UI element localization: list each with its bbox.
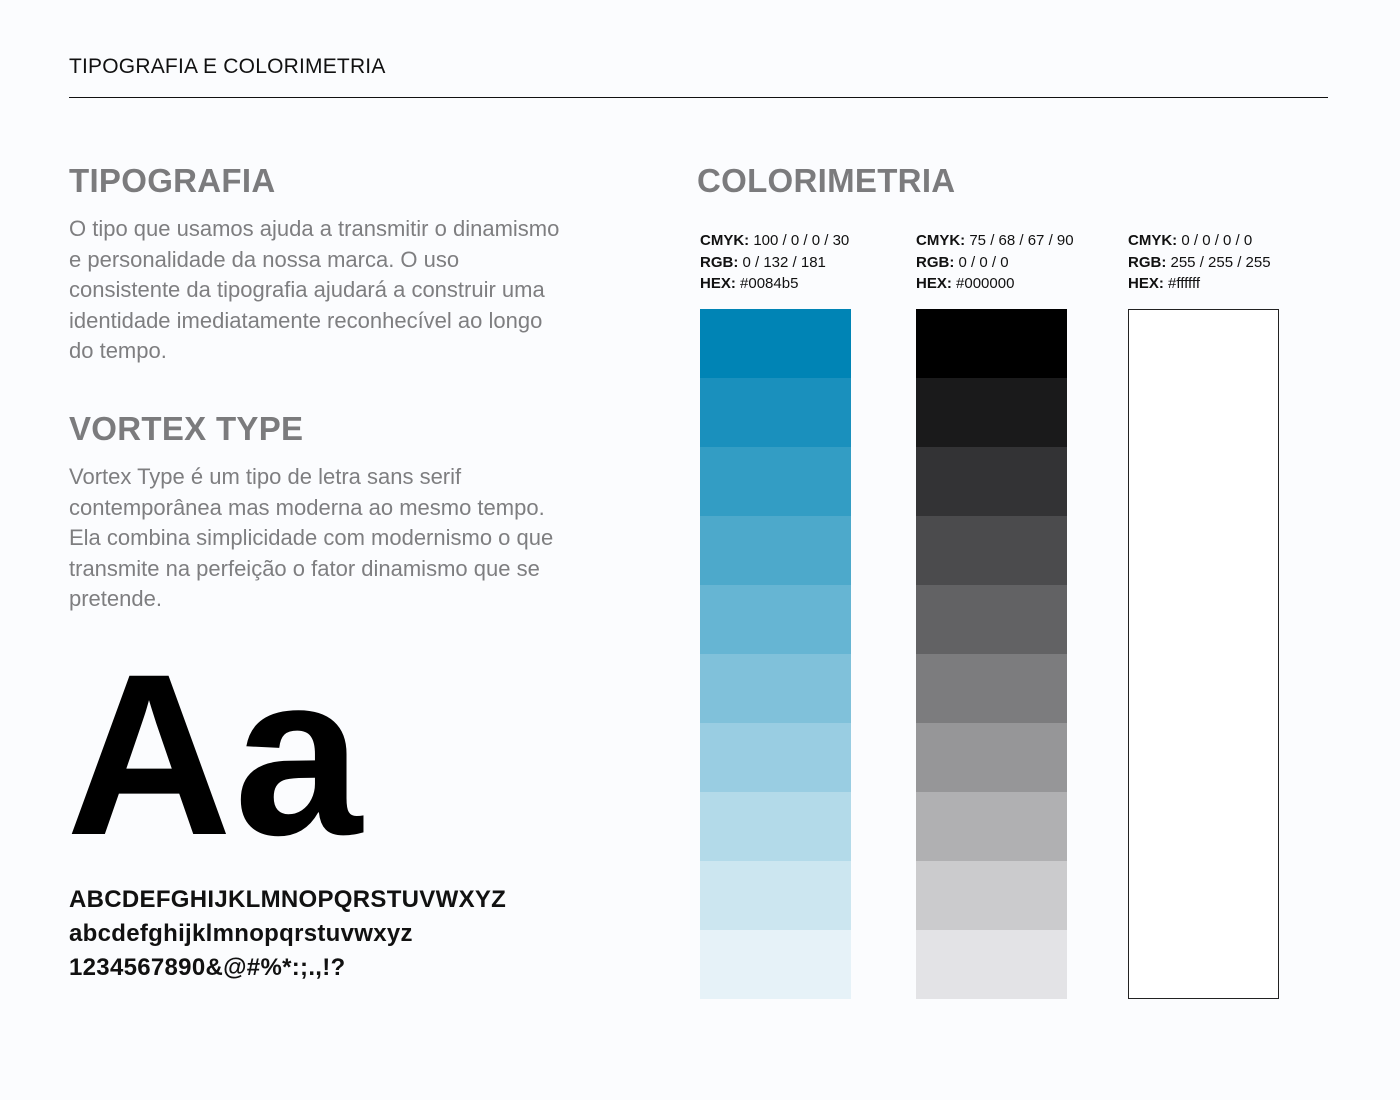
color-swatch <box>916 930 1067 999</box>
color-swatch <box>700 792 851 861</box>
color-swatch <box>916 516 1067 585</box>
typography-heading: TIPOGRAFIA <box>69 162 276 199</box>
rgb-label: RGB: <box>700 253 739 271</box>
rgb-value: 0 / 0 / 0 <box>958 253 1009 271</box>
hex-label: HEX: <box>916 275 952 292</box>
type-specimen-sample: Aa <box>66 626 365 883</box>
color-spec-white <box>1128 230 1271 295</box>
swatch-column-white <box>1128 309 1279 999</box>
color-swatch <box>700 447 851 516</box>
colorimetry-heading: COLORIMETRIA <box>697 162 956 199</box>
color-swatch <box>916 447 1067 516</box>
color-spec-blue <box>700 230 849 295</box>
color-spec-black <box>916 230 1074 295</box>
color-swatch <box>700 654 851 723</box>
hex-label: HEX: <box>700 275 736 292</box>
color-swatch <box>700 378 851 447</box>
rgb-value: 255 / 255 / 255 <box>1170 253 1271 271</box>
color-swatch <box>916 723 1067 792</box>
hex-value: #000000 <box>956 275 1015 292</box>
rgb-value: 0 / 132 / 181 <box>742 253 826 271</box>
color-swatch <box>700 861 851 930</box>
vortex-type-heading: VORTEX TYPE <box>69 410 304 447</box>
color-swatch <box>916 378 1067 447</box>
specimen-lowercase: abcdefghijklmnopqrstuvwxyz <box>69 920 413 947</box>
hex-value: #0084b5 <box>740 275 799 292</box>
color-swatch <box>916 792 1067 861</box>
color-swatch <box>700 930 851 999</box>
cmyk-value: 100 / 0 / 0 / 30 <box>753 232 850 249</box>
color-swatch <box>1129 310 1278 998</box>
rgb-label: RGB: <box>1128 253 1167 271</box>
vortex-type-description: Vortex Type é um tipo de letra sans serif contemporânea mas moderna ao mesmo tempo. Ela combina simplicidade com modernismo o que transmite na perfeição o fator dinamismo que se pretende. <box>69 464 554 611</box>
color-swatch <box>700 723 851 792</box>
hex-value: #ffffff <box>1168 275 1201 292</box>
rgb-label: RGB: <box>916 253 955 271</box>
cmyk-label: CMYK: <box>916 232 966 249</box>
color-swatch <box>916 861 1067 930</box>
color-swatch <box>916 309 1067 378</box>
color-swatch <box>700 516 851 585</box>
color-swatch <box>916 585 1067 654</box>
color-swatch <box>916 654 1067 723</box>
color-swatch <box>700 585 851 654</box>
cmyk-value: 0 / 0 / 0 / 0 <box>1181 232 1253 249</box>
cmyk-label: CMYK: <box>700 232 750 249</box>
cmyk-label: CMYK: <box>1128 232 1178 249</box>
page-title: TIPOGRAFIA E COLORIMETRIA <box>69 55 386 78</box>
color-swatch <box>700 309 851 378</box>
swatch-column-blue <box>700 309 851 999</box>
typography-description: O tipo que usamos ajuda a transmitir o dinamismo e personalidade da nossa marca. O uso consistente da tipografia ajudará a construir uma identidade imediatamente reconhecível ao longo do tempo. <box>69 216 560 363</box>
specimen-numerals-symbols: 1234567890&@#%*:;.,!? <box>69 954 346 981</box>
header-divider <box>69 97 1328 98</box>
specimen-uppercase: ABCDEFGHIJKLMNOPQRSTUVWXYZ <box>69 886 507 913</box>
hex-label: HEX: <box>1128 275 1164 292</box>
swatch-column-black <box>916 309 1067 999</box>
cmyk-value: 75 / 68 / 67 / 90 <box>969 232 1074 249</box>
